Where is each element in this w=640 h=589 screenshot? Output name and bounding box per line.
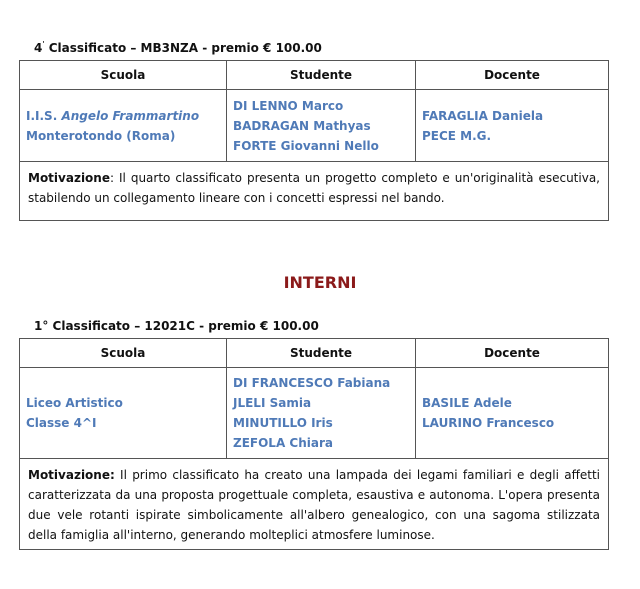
motivation-text: Motivazione: Il primo classificato ha creato una lampada dei legami familiari e degli affetti caratterizzata da una proposta progettuale completa, esaustiva e autonoma. L'opera presenta due vele rotanti ispirate simbolicamente all'albero genealogico, con una sagoma stilizzata della famiglia all'interno, generando molteplici atmosfere luminose. bbox=[28, 468, 600, 542]
student-name: JLELI Samia bbox=[233, 396, 312, 410]
teachers-cell bbox=[416, 90, 608, 161]
student-name: MINUTILLO Iris bbox=[233, 416, 333, 430]
teachers-cell bbox=[416, 368, 608, 458]
column-header-scuola: Scuola bbox=[20, 339, 227, 367]
motivation-label: Motivazione: bbox=[28, 468, 115, 482]
student-name: ZEFOLA Chiara bbox=[233, 436, 333, 450]
school-location: Monterotondo (Roma) bbox=[26, 128, 176, 143]
table-row bbox=[20, 368, 608, 459]
teacher-name: PECE M.G. bbox=[422, 128, 492, 143]
table-header bbox=[20, 339, 608, 368]
award-table-4th bbox=[19, 60, 609, 221]
teacher-name: BASILE Adele bbox=[422, 396, 512, 410]
column-header-scuola: Scuola bbox=[20, 61, 227, 89]
motivation-text: Motivazione: Il quarto classificato presenta un progetto completo e un'originalità esecutiva, stabilendo un collegamento lineare con i concetti espressi nel bando. bbox=[28, 171, 600, 205]
student-name: BADRAGAN Mathyas bbox=[233, 118, 371, 133]
students-cell bbox=[227, 90, 416, 161]
student-name: FORTE Giovanni Nello bbox=[233, 138, 379, 153]
student-name: DI LENNO Marco bbox=[233, 98, 344, 113]
table-header bbox=[20, 61, 608, 90]
column-header-docente: Docente bbox=[484, 68, 540, 82]
column-header-studente: Studente bbox=[227, 339, 416, 367]
award-table-1st bbox=[19, 338, 609, 550]
section-title: INTERNI bbox=[283, 273, 357, 292]
column-header-docente: Docente bbox=[484, 346, 540, 360]
school-cell bbox=[20, 368, 227, 458]
teacher-name: LAURINO Francesco bbox=[422, 416, 555, 430]
table-row bbox=[20, 90, 608, 162]
teacher-name: FARAGLIA Daniela bbox=[422, 108, 544, 123]
school-class: Classe 4^I bbox=[26, 416, 97, 430]
school-name: Liceo Artistico bbox=[26, 396, 123, 410]
column-header-studente: Studente bbox=[227, 61, 416, 89]
award-heading-1st: 1° Classificato – 12021C - premio € 100.00 bbox=[34, 319, 319, 333]
award-heading-4th: 4' Classificato – MB3NZA - premio € 100.00 bbox=[34, 40, 322, 55]
students-cell bbox=[227, 368, 416, 458]
school-cell bbox=[20, 90, 227, 161]
motivation-label: Motivazione bbox=[28, 171, 110, 185]
student-name: DI FRANCESCO Fabiana bbox=[233, 376, 391, 390]
school-name: I.I.S. Angelo Frammartino bbox=[26, 108, 200, 123]
